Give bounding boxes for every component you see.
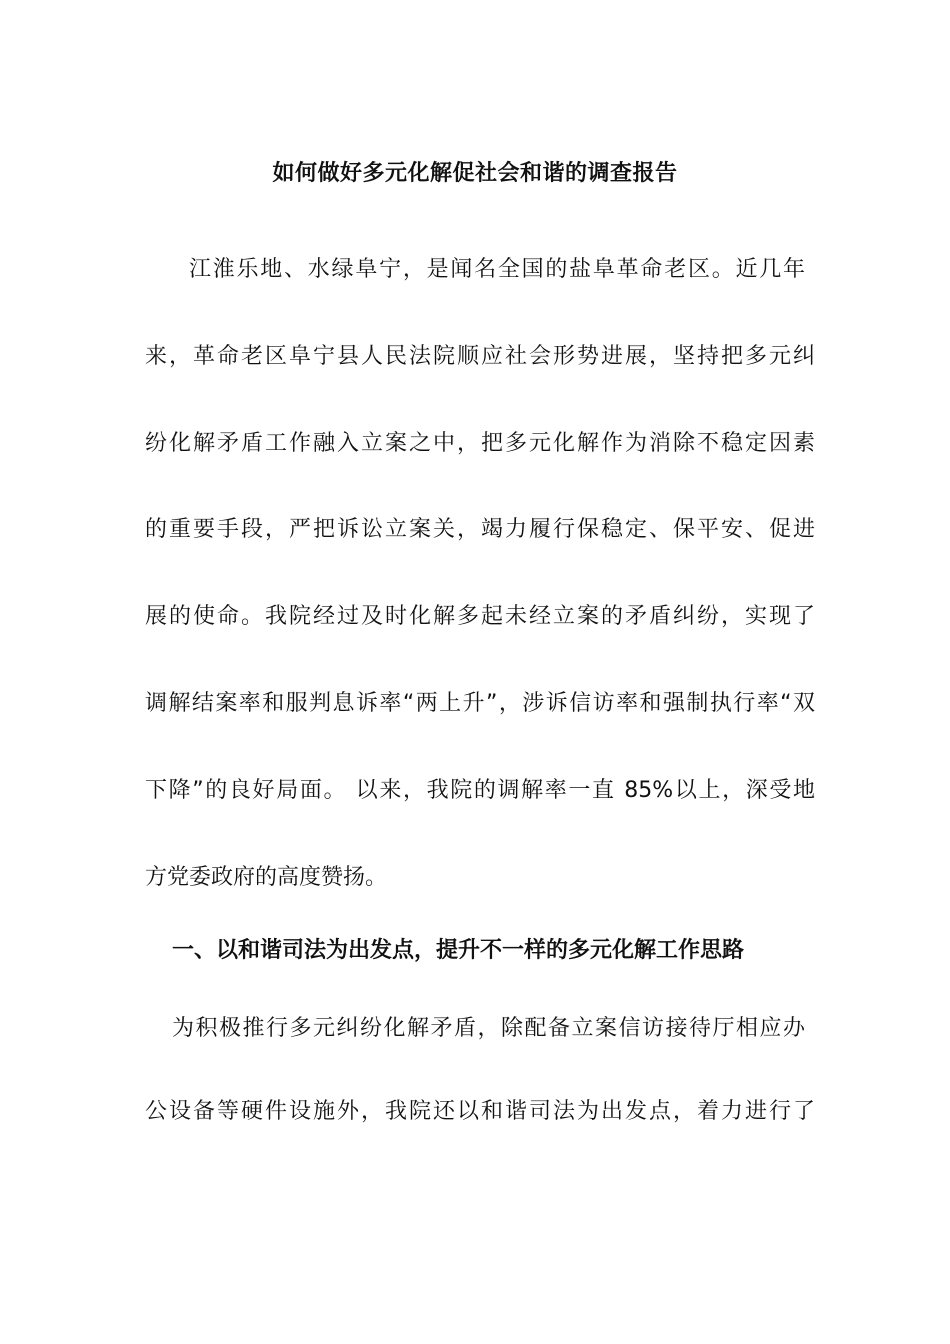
document-title: 如何做好多元化解促社会和谐的调查报告 <box>272 161 678 186</box>
paragraph-line: 为积极推行多元纠纷化解矛盾，除配备立案信访接待厅相应办 <box>172 1016 805 1041</box>
paragraph-line: 公设备等硬件设施外，我院还以和谐司法为出发点，着力进行了 <box>145 1099 815 1124</box>
paragraph-line: 来，革命老区阜宁县人民法院顺应社会形势进展，坚持把多元纠 <box>145 344 815 369</box>
paragraph-line: 展的使命。我院经过及时化解多起未经立案的矛盾纠纷，实现了 <box>145 604 815 629</box>
paragraph-line: 江淮乐地、水绿阜宁，是闻名全国的盐阜革命老区。近几年 <box>189 257 805 282</box>
section-heading: 一、以和谐司法为出发点，提升不一样的多元化解工作思路 <box>172 938 745 963</box>
paragraph-line: 方党委政府的高度赞扬。 <box>145 865 388 890</box>
paragraph-line: 纷化解矛盾工作融入立案之中，把多元化解作为消除不稳定因素 <box>145 431 815 456</box>
paragraph-line: 的重要手段，严把诉讼立案关，竭力履行保稳定、保平安、促进 <box>145 517 815 542</box>
paragraph-line: 调解结案率和服判息诉率“两上升”，涉诉信访率和强制执行率“双 <box>145 691 815 716</box>
paragraph-line: 下降”的良好局面。 以来，我院的调解率一直 85%以上，深受地 <box>145 778 815 803</box>
